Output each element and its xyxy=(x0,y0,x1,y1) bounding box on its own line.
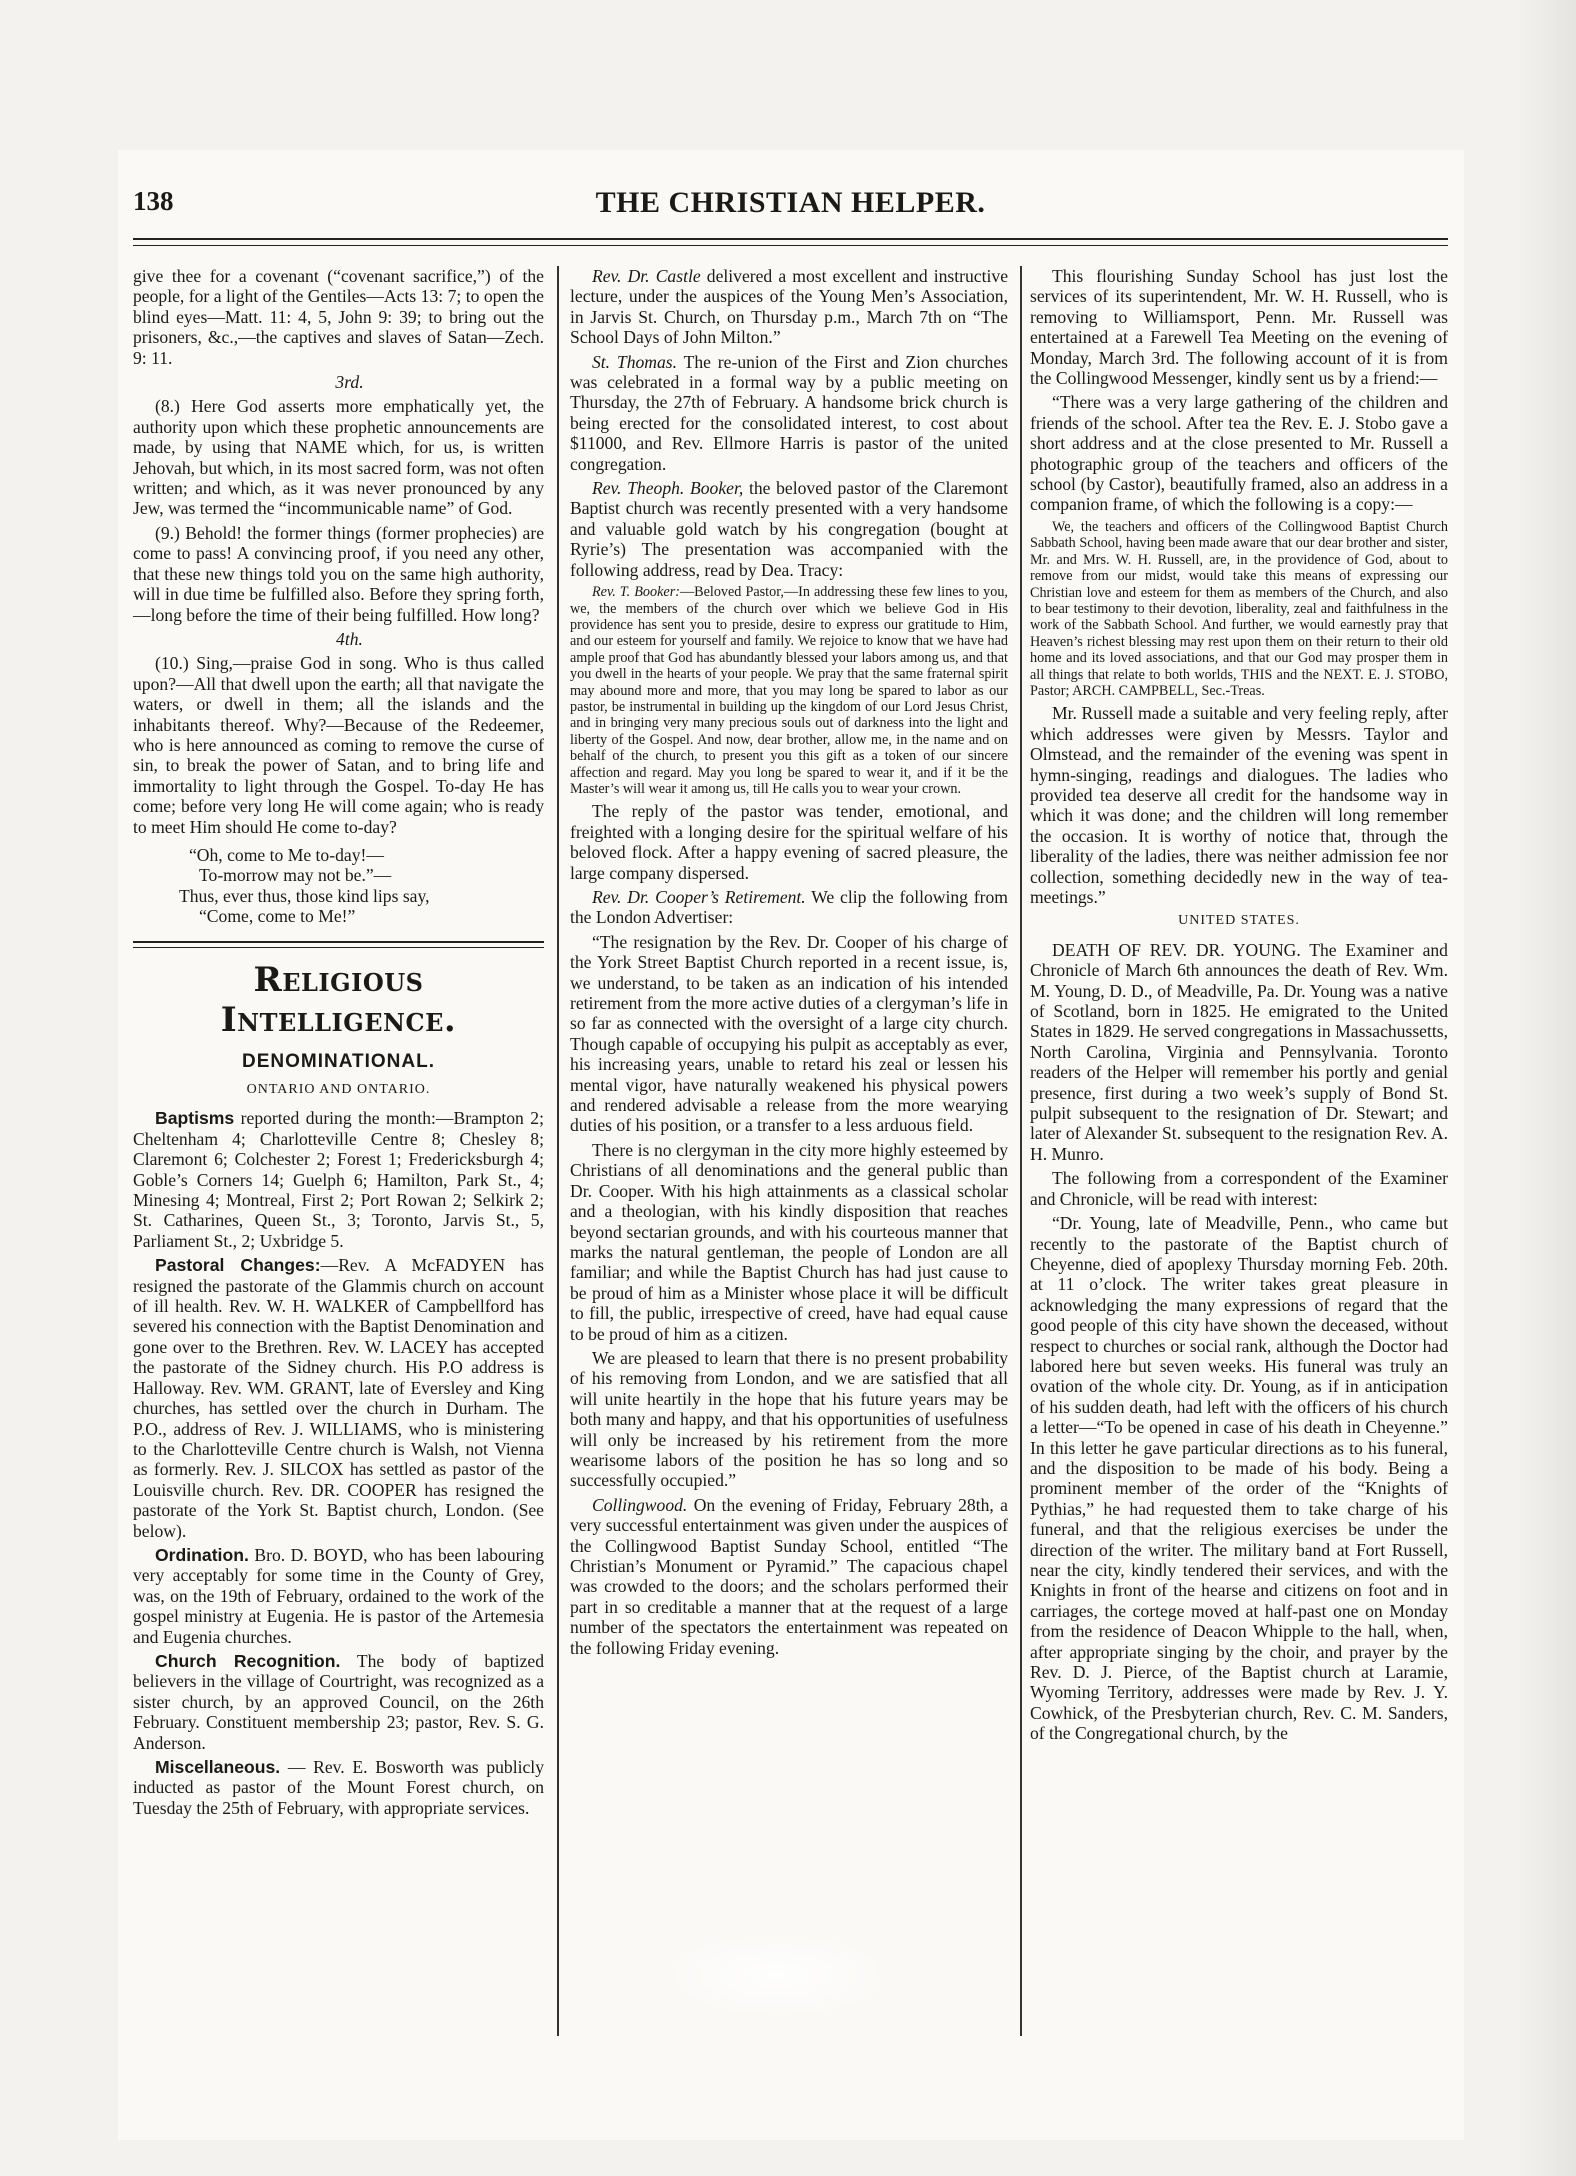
header-rule xyxy=(133,238,1448,246)
ordination-paragraph: Ordination. Bro. D. BOYD, who has been labouring very acceptably for some time in the County of Grey, was, on the 19th of February, ordained to the work of the gospel ministry at Eugenia. He is pastor of the Artemesia and Eugenia churches. xyxy=(133,1544,544,1647)
cooper-paragraph: Rev. Dr. Cooper’s Retirement. We clip the following from the London Advertiser: xyxy=(570,887,1008,928)
baptisms-paragraph: Baptisms reported during the month:—Brampton 2; Cheltenham 4; Charlotteville Centre 8; Chesley 8; Claremont 6; Colchester 2; Forest 1; Fredericksburgh 4; Goble’s Corners 14; Guelph 6; Hamilton, Park St., 4; Minesing 4; Montreal, First 2; Port Rowan 2; Selkirk 2; St. Catharines, Queen St., 3; Toronto, Jarvis St., 5, Parliament St., 2; Uxbridge 5. xyxy=(133,1108,544,1251)
young-paragraph: DEATH OF REV. DR. YOUNG. The Examiner and Chronicle of March 6th announces the death of Rev. Wm. M. Young, D. D., of Meadville, Pa. Dr. Young was a native of Scotland, born in 1825. He emigrated to the United States in 1829. He served congregations in Massachussetts, North Carolina, Virginia and Pennsylvania. Toronto readers of the Helper will remember his portly and genial presence, first during a two week’s supply of Bond St. pulpit subsequent to the resignation of Dr. Stewart; and later of Alexander St. subsequent to the resignation Rev. A. H. Munro. xyxy=(1030,939,1448,1164)
page-header xyxy=(133,186,1448,226)
denominational-heading: DENOMINATIONAL. xyxy=(241,1050,436,1072)
quote-paragraph: There is no clergyman in the city more highly esteemed by Christians of all denominations and the general public than Dr. Cooper. With his high attainments as a classical scholar and a theologian, with his kindly disposition that reaches beyond sectarian grounds, and with his courteous manner that marks the natural gentleman, the people of London are all familiar; and while the Baptist Church has had just cause to be proud of him as a Minister whose place it will be difficult to fill, the public, irrespective of creed, have had equal cause to be proud of him as a citizen. xyxy=(570,1139,1008,1344)
verse-line: “Come, come to Me!” xyxy=(199,906,356,927)
castle-paragraph: Rev. Dr. Castle delivered a most excellent and instructive lecture, under the auspices of the Young Men’s Association, in Jarvis St. Church, on Thursday p.m., March 7th on “The School Days of John Milton.” xyxy=(570,266,1008,348)
pastoral-paragraph: Pastoral Changes:—Rev. A McFADYEN has resigned the pastorate of the Glammis church on account of ill health. Rev. W. H. WALKER of Campbellford has severed his connection with the Baptist Denomination and gone over to the Brethren. Rev. W. LACEY has accepted the pastorate of the Sidney church. His P.O address is Halloway. Rev. WM. GRANT, late of Eversley and King churches, has settled over the church in Durham. The P.O., address of Rev. J. WILLIAMS, who is ministering to the Charlotteville Centre church is Walsh, not Vienna as formerly. Rev. J. SILCOX has settled as pastor of the Louisville church. Rev. DR. COOPER has resigned the pastorate of the York St. Baptist church, London. (See below). xyxy=(133,1255,545,1541)
baptisms-run-in: Baptisms xyxy=(155,1108,235,1129)
russell-paragraph: This flourishing Sunday School has just lost the services of its superintendent, Mr. W. H. Russell, who is removing to Williamsport, Penn. Mr. Russell was entertained at a Farewell Tea Meeting on the evening of Monday, March 3rd. The following account of it is from the Collingwood Messenger, kindly sent us by a friend:— xyxy=(1030,266,1448,389)
page-number: 138 xyxy=(133,186,174,216)
column-2 xyxy=(570,266,1008,1662)
quote-paragraph: We are pleased to learn that there is no present probability of his removing from London, and we are satisfied that all will unite heartily in the hope that his future years may be both many and happy, and that his opportunities of usefulness will only be increased by his retirement from the more wearisome labors of the position he has so long and so successfully occupied.” xyxy=(570,1347,1008,1491)
verse-line: To-morrow may not be.”— xyxy=(199,865,392,886)
ordination-run-in: Ordination. xyxy=(155,1544,249,1565)
collingwood-address: We, the teachers and officers of the Collingwood Baptist Church Sabbath School, having been made aware that our dear brother and sister, Mr. and Mrs. W. H. Russell, are, in the providence of God, about to remove from our midst, would take this means of expressing our Christian love and esteem for them as members of the Church, and also to bear testimony to their devotion, liberality, zeal and faithfulness in the work of the Sabbath School. And further, we would earnestly pray that Heaven’s richest blessing may rest upon them on their return to their old home and its loved associations, and that our God may prosper them in all things that relate to both worlds, THIS and the NEXT. E. J. STOBO, Pastor; ARCH. CAMPBELL, Sec.-Treas. xyxy=(1030,518,1448,699)
correspondent-paragraph: The following from a correspondent of the Examiner and Chronicle, will be read with interest: xyxy=(1030,1168,1448,1209)
misc-paragraph: Miscellaneous. — Rev. E. Bosworth was publicly inducted as pastor of the Mount Forest church, on Tuesday the 25th of February, with appropriate services. xyxy=(133,1757,544,1818)
verse-line: “Oh, come to Me to-day!— xyxy=(189,844,384,865)
column-3 xyxy=(1030,266,1448,1748)
paragraph-9: (9.) Behold! the former things (former prophecies) are come to pass! A convincing proof, if you need any other, that these new things told you on the same high authority, will in due time be fulfilled also. Before they spring forth,—long before the time of their being fulfilled. How long? xyxy=(133,522,544,625)
section-heading: Religious Intelligence. xyxy=(220,959,457,1040)
paragraph-10: (10.) Sing,—praise God in song. Who is thus called upon?—All that dwell upon the earth; all that navigate the waters, or dwell in them; all the islands and the inhabitants thereof. Why?—Because of the Redeemer, who is here announced as coming to remove the curse of sin, to break the power of Satan, and to bring life and immortality to light through the Gospel. To-day He has come; before very long He will come again; who is ready to meet Him should He come to-day? xyxy=(133,653,544,837)
reply-paragraph: The reply of the pastor was tender, emotional, and freighted with a longing desire for the spiritual welfare of his beloved flock. After a happy evening of sacred pleasure, the large company dispersed. xyxy=(570,801,1008,883)
recognition-run-in: Church Recognition. xyxy=(155,1650,341,1671)
column-divider xyxy=(1020,266,1022,2036)
quote-paragraph: “The resignation by the Rev. Dr. Cooper of his charge of the York Street Baptist Church reported in a recent issue, is, we understand, to be taken as an indication of his intended retirement from the more active duties of a clergyman’s life in so far as connected with the oversight of a large city church. Though capable of occupying his pulpit as acceptably as ever, his increasing years, unable to retard his zeal or lessen his mental vigor, have naturally weakened his physical powers and rendered advisable a release from the more wearying duties of his position, or a transfer to a less arduous field. xyxy=(570,931,1008,1136)
subhead-3rd: 3rd. xyxy=(335,372,364,393)
paragraph-8: (8.) Here God asserts more emphatically yet, the authority upon which these prophetic announcements are made, by using that NAME which, for us, is written Jehovah, but which, in its most sacred form, was not often written; and which, as it was never pronounced by any Jew, was termed the “incommunicable name” of God. xyxy=(133,396,544,519)
recognition-paragraph: Church Recognition. The body of baptized believers in the village of Courtright, was recognized as a sister church, by an approved Council, on the 26th February. Constituent membership 23; pastor, Rev. S. G. Anderson. xyxy=(133,1650,544,1753)
united-states-heading: UNITED STATES. xyxy=(1178,913,1300,929)
pastoral-run-in: Pastoral Changes: xyxy=(155,1255,321,1276)
subhead-4th: 4th. xyxy=(336,628,363,649)
scan-shadow xyxy=(1516,0,1576,2176)
collingwood-paragraph: Collingwood. On the evening of Friday, February 28th, a very successful entertainment was given under the auspices of the Collingwood Baptist Sunday School, entitled “The Christian’s Monument or Pyramid.” The capacious chapel was crowded to the doors; and the scholars performed their part in so creditable a manner that at the request of a large number of the spectators the entertainment was repeated on the following Friday evening. xyxy=(570,1494,1008,1658)
section-rule xyxy=(133,941,544,948)
misc-run-in: Miscellaneous. xyxy=(155,1757,281,1777)
journal-title: THE CHRISTIAN HELPER. xyxy=(595,186,986,219)
column-divider xyxy=(557,266,559,2036)
ontario-heading: ONTARIO AND ONTARIO. xyxy=(246,1082,431,1097)
verse-line: Thus, ever thus, those kind lips say, xyxy=(179,885,430,906)
column-1 xyxy=(133,266,544,1822)
paragraph-intro: give thee for a covenant (“covenant sacrifice,”) of the people, for a light of the Gentiles—Acts 13: 7; to open the blind eyes—Matt. 11: 4, 5, John 9: 39; to bring out the prisoners, &c.,—the captives and slaves of Satan—Zech. 9: 11. xyxy=(133,266,544,368)
reply-paragraph: Mr. Russell made a suitable and very feeling reply, after which addresses were given by Messrs. Taylor and Olmstead, and the remainder of the evening was spent in hymn-singing, readings and dialogues. The ladies who provided tea deserve all credit for the handsome way in which it was done; and the children will long remember the occasion. It is worthy of notice that, through the liberality of the ladies, there was neither admission fee nor collection, something decidedly new in the way of tea-meetings.” xyxy=(1030,703,1448,907)
booker-address: Rev. T. Booker:—Beloved Pastor,—In addressing these few lines to you, we, the members of the church over which we believe God in His providence has sent you to preside, desire to express our gratitude to Him, and our esteem for yourself and family. We rejoice to know that we have had ample proof that God has abundantly blessed your labors among us, and that you dwell in the hearts of your people. We pray that the same fraternal spirit may abound more and more, that you may long be spared to labor as our pastor, be instrumental in building up the kingdom of our Lord Jesus Christ, and in bringing very many precious souls out of darkness into the light and liberty of the Gospel. And now, dear brother, allow me, in the name and on behalf of the church, to present you this gift as a token of our sincere affection and regard. May you long be spared to wear it, and if it be the Master’s will wear it among us, till He calls you to wear your crown. xyxy=(570,584,1008,797)
verse xyxy=(179,844,544,927)
gathering-paragraph: “There was a very large gathering of the children and friends of the school. After tea the Rev. E. J. Stobo gave a short address and at the close presented to Mr. Russell a photographic group of the teachers and officers of the school (by Castor), beautifully framed, also an address in a companion frame, of which the following is a copy:— xyxy=(1030,392,1448,515)
booker-paragraph: Rev. Theoph. Booker, the beloved pastor of the Claremont Baptist church was recently presented with a very handsome and valuable gold watch by his congregation (bought at Ryrie’s) The presentation was accompanied with the following address, read by Dea. Tracy: xyxy=(570,478,1008,580)
funeral-paragraph: “Dr. Young, late of Meadville, Penn., who came but recently to the pastorate of the Baptist church of Cheyenne, died of apoplexy Thursday morning Feb. 20th. at 11 o’clock. The writer takes great pleasure in acknowledging the many expressions of regard that the good people of this city have shown the deceased, without respect to churches or social rank, although the Doctor had labored here but seven weeks. His funeral was truly an ovation of the whole city. Dr. Young, as if in anticipation of his sudden death, had left with the officers of his church a letter—“To be opened in case of his death in Cheyenne.” In this letter he gave particular directions as to his funeral, and the disposition to be made of his body. Being a prominent member of the order of the “Knights of Pythias,” he had requested them to take charge of his funeral, and that the religious exercises be under the direction of the writer. The military band at Fort Russell, near the city, kindly tendered their services, and with the Knights in front of the hearse and citizens on foot and in carriages, the cortege moved at half-past one on Monday from the residence of Deacon Whipple to the hall, when, after appropriate singing by the choir, and prayer by the Rev. D. J. Pierce, of the Baptist church at Laramie, Wyoming Territory, addresses were made by Rev. J. Y. Cowhick, of the Presbyterian church, Rev. C. M. Sanders, of the Congregational church, by the xyxy=(1030,1213,1448,1744)
thomas-paragraph: St. Thomas. The re-union of the First and Zion churches was celebrated in a formal way by a public meeting on Thursday, the 27th of February. A handsome brick church is being erected for the consolidated interest, to cost about $11000, and Rev. Ellmore Harris is pastor of the united congregation. xyxy=(570,351,1008,474)
